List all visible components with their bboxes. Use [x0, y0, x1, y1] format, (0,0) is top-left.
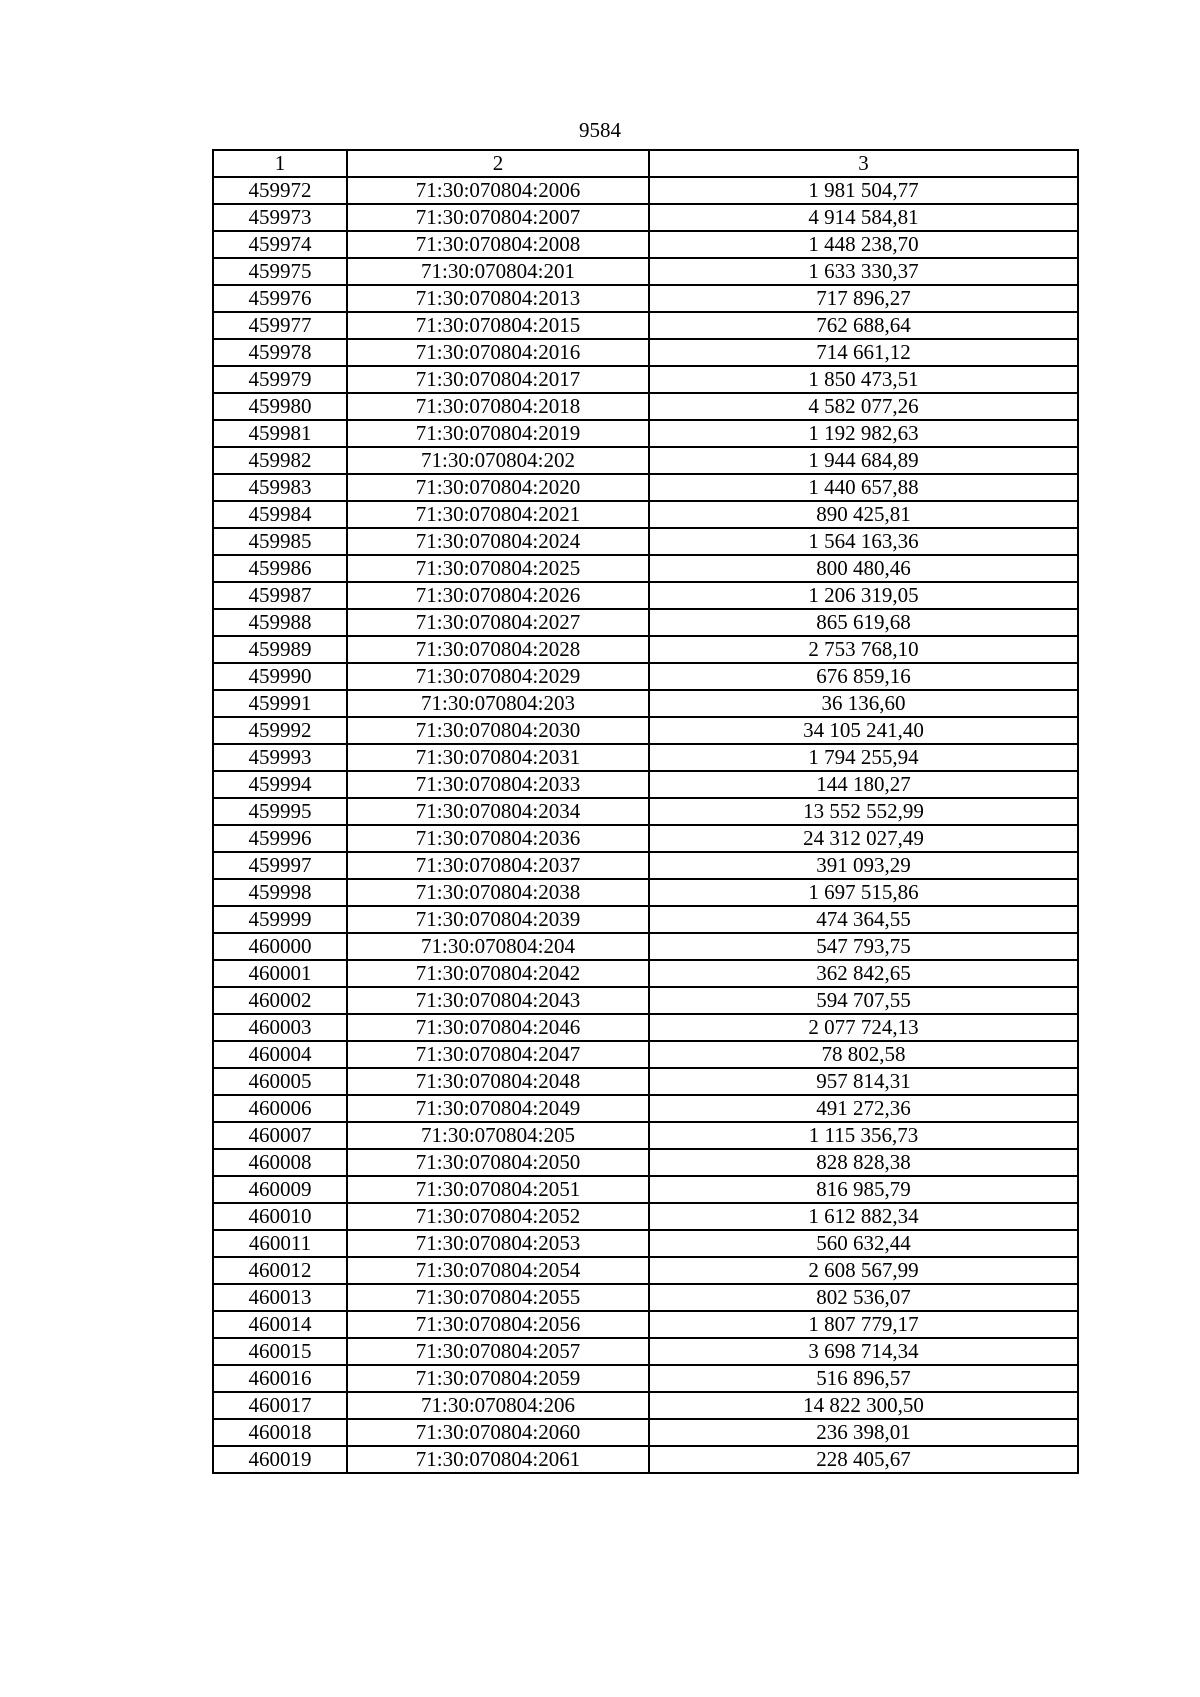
table-row [213, 609, 1078, 636]
value-cell: 236 398,01 [649, 1419, 1078, 1446]
row-number-cell: 459987 [213, 582, 347, 609]
cadastral-number-cell: 71:30:070804:2061 [347, 1446, 649, 1473]
table-row [213, 1041, 1078, 1068]
value-cell: 1 206 319,05 [649, 582, 1078, 609]
cadastral-number-cell: 71:30:070804:2052 [347, 1203, 649, 1230]
cadastral-number-cell: 71:30:070804:2031 [347, 744, 649, 771]
table-row [213, 258, 1078, 285]
cadastral-number-cell: 71:30:070804:205 [347, 1122, 649, 1149]
row-number-cell: 459982 [213, 447, 347, 474]
cadastral-number-cell: 71:30:070804:2018 [347, 393, 649, 420]
table-row [213, 798, 1078, 825]
row-number-cell: 460011 [213, 1230, 347, 1257]
row-number-cell: 460017 [213, 1392, 347, 1419]
row-number-cell: 459991 [213, 690, 347, 717]
row-number-cell: 459974 [213, 231, 347, 258]
cadastral-number-cell: 71:30:070804:2025 [347, 555, 649, 582]
value-cell: 3 698 714,34 [649, 1338, 1078, 1365]
row-number-cell: 460006 [213, 1095, 347, 1122]
row-number-cell: 459990 [213, 663, 347, 690]
cadastral-number-cell: 71:30:070804:2013 [347, 285, 649, 312]
row-number-cell: 460005 [213, 1068, 347, 1095]
table-row [213, 879, 1078, 906]
row-number-cell: 459977 [213, 312, 347, 339]
value-cell: 1 192 982,63 [649, 420, 1078, 447]
row-number-cell: 459998 [213, 879, 347, 906]
value-cell: 828 828,38 [649, 1149, 1078, 1176]
row-number-cell: 460015 [213, 1338, 347, 1365]
cadastral-number-cell: 71:30:070804:2037 [347, 852, 649, 879]
cadastral-number-cell: 71:30:070804:2055 [347, 1284, 649, 1311]
table-row [213, 1068, 1078, 1095]
table-row [213, 690, 1078, 717]
cadastral-number-cell: 71:30:070804:2042 [347, 960, 649, 987]
table-row [213, 555, 1078, 582]
value-cell: 1 612 882,34 [649, 1203, 1078, 1230]
row-number-cell: 460003 [213, 1014, 347, 1041]
header-cell-3: 3 [649, 150, 1078, 177]
table-row [213, 420, 1078, 447]
cadastral-number-cell: 71:30:070804:2049 [347, 1095, 649, 1122]
cadastral-number-cell: 71:30:070804:2043 [347, 987, 649, 1014]
table-row [213, 636, 1078, 663]
row-number-cell: 459972 [213, 177, 347, 204]
cadastral-number-cell: 71:30:070804:2051 [347, 1176, 649, 1203]
row-number-cell: 460014 [213, 1311, 347, 1338]
row-number-cell: 459995 [213, 798, 347, 825]
value-cell: 4 582 077,26 [649, 393, 1078, 420]
table-body [213, 177, 1078, 1473]
value-cell: 957 814,31 [649, 1068, 1078, 1095]
value-cell: 2 608 567,99 [649, 1257, 1078, 1284]
row-number-cell: 459986 [213, 555, 347, 582]
table-row [213, 933, 1078, 960]
table-row [213, 177, 1078, 204]
table-row [213, 771, 1078, 798]
value-cell: 144 180,27 [649, 771, 1078, 798]
table-row [213, 1419, 1078, 1446]
cadastral-number-cell: 71:30:070804:201 [347, 258, 649, 285]
row-number-cell: 459978 [213, 339, 347, 366]
table-row [213, 1149, 1078, 1176]
value-cell: 800 480,46 [649, 555, 1078, 582]
row-number-cell: 459984 [213, 501, 347, 528]
table-row [213, 825, 1078, 852]
table-row [213, 447, 1078, 474]
value-cell: 560 632,44 [649, 1230, 1078, 1257]
table-row [213, 1014, 1078, 1041]
row-number-cell: 459989 [213, 636, 347, 663]
cadastral-number-cell: 71:30:070804:206 [347, 1392, 649, 1419]
value-cell: 1 697 515,86 [649, 879, 1078, 906]
table-header [213, 150, 1078, 177]
value-cell: 474 364,55 [649, 906, 1078, 933]
header-row [213, 150, 1078, 177]
cadastral-number-cell: 71:30:070804:2008 [347, 231, 649, 258]
value-cell: 594 707,55 [649, 987, 1078, 1014]
row-number-cell: 460019 [213, 1446, 347, 1473]
cadastral-number-cell: 71:30:070804:2039 [347, 906, 649, 933]
row-number-cell: 459981 [213, 420, 347, 447]
cadastral-number-cell: 71:30:070804:2060 [347, 1419, 649, 1446]
value-cell: 2 077 724,13 [649, 1014, 1078, 1041]
table-row [213, 339, 1078, 366]
row-number-cell: 459980 [213, 393, 347, 420]
value-cell: 1 448 238,70 [649, 231, 1078, 258]
value-cell: 391 093,29 [649, 852, 1078, 879]
table-row [213, 1176, 1078, 1203]
cadastral-number-cell: 71:30:070804:2026 [347, 582, 649, 609]
cadastral-number-cell: 71:30:070804:2028 [347, 636, 649, 663]
row-number-cell: 460004 [213, 1041, 347, 1068]
row-number-cell: 460012 [213, 1257, 347, 1284]
row-number-cell: 460001 [213, 960, 347, 987]
cadastral-number-cell: 71:30:070804:2048 [347, 1068, 649, 1095]
cadastral-number-cell: 71:30:070804:2056 [347, 1311, 649, 1338]
row-number-cell: 460018 [213, 1419, 347, 1446]
table-row [213, 501, 1078, 528]
row-number-cell: 460010 [213, 1203, 347, 1230]
table-row [213, 285, 1078, 312]
table-row [213, 1446, 1078, 1473]
cadastral-number-cell: 71:30:070804:2050 [347, 1149, 649, 1176]
cadastral-number-cell: 71:30:070804:2030 [347, 717, 649, 744]
row-number-cell: 460013 [213, 1284, 347, 1311]
cadastral-number-cell: 71:30:070804:203 [347, 690, 649, 717]
cadastral-number-cell: 71:30:070804:2054 [347, 1257, 649, 1284]
row-number-cell: 460009 [213, 1176, 347, 1203]
table-row [213, 717, 1078, 744]
row-number-cell: 459996 [213, 825, 347, 852]
table-row [213, 1257, 1078, 1284]
row-number-cell: 459985 [213, 528, 347, 555]
row-number-cell: 459983 [213, 474, 347, 501]
cadastral-number-cell: 71:30:070804:2027 [347, 609, 649, 636]
value-cell: 890 425,81 [649, 501, 1078, 528]
value-cell: 362 842,65 [649, 960, 1078, 987]
page-number: 9584 [579, 118, 621, 142]
value-cell: 865 619,68 [649, 609, 1078, 636]
row-number-cell: 459999 [213, 906, 347, 933]
table-row [213, 1284, 1078, 1311]
value-cell: 762 688,64 [649, 312, 1078, 339]
header-cell-2: 2 [347, 150, 649, 177]
row-number-cell: 459976 [213, 285, 347, 312]
row-number-cell: 460002 [213, 987, 347, 1014]
table-row [213, 960, 1078, 987]
cadastral-number-cell: 71:30:070804:2024 [347, 528, 649, 555]
table-row [213, 1203, 1078, 1230]
value-cell: 36 136,60 [649, 690, 1078, 717]
row-number-cell: 459979 [213, 366, 347, 393]
table-row [213, 1392, 1078, 1419]
value-cell: 516 896,57 [649, 1365, 1078, 1392]
value-cell: 717 896,27 [649, 285, 1078, 312]
row-number-cell: 460016 [213, 1365, 347, 1392]
table-row [213, 204, 1078, 231]
value-cell: 1 564 163,36 [649, 528, 1078, 555]
value-cell: 676 859,16 [649, 663, 1078, 690]
value-cell: 228 405,67 [649, 1446, 1078, 1473]
value-cell: 4 914 584,81 [649, 204, 1078, 231]
table-row [213, 1095, 1078, 1122]
value-cell: 802 536,07 [649, 1284, 1078, 1311]
table-row [213, 393, 1078, 420]
data-table [212, 149, 1079, 1474]
value-cell: 547 793,75 [649, 933, 1078, 960]
value-cell: 78 802,58 [649, 1041, 1078, 1068]
cadastral-number-cell: 71:30:070804:2057 [347, 1338, 649, 1365]
row-number-cell: 459994 [213, 771, 347, 798]
value-cell: 1 794 255,94 [649, 744, 1078, 771]
cadastral-number-cell: 71:30:070804:2015 [347, 312, 649, 339]
value-cell: 13 552 552,99 [649, 798, 1078, 825]
cadastral-number-cell: 71:30:070804:2017 [347, 366, 649, 393]
table-row [213, 1338, 1078, 1365]
cadastral-number-cell: 71:30:070804:2038 [347, 879, 649, 906]
table-row [213, 1230, 1078, 1257]
cadastral-number-cell: 71:30:070804:2036 [347, 825, 649, 852]
value-cell: 14 822 300,50 [649, 1392, 1078, 1419]
cadastral-number-cell: 71:30:070804:2046 [347, 1014, 649, 1041]
table-row [213, 1311, 1078, 1338]
table-row [213, 1365, 1078, 1392]
row-number-cell: 460007 [213, 1122, 347, 1149]
table-row [213, 987, 1078, 1014]
header-cell-1: 1 [213, 150, 347, 177]
value-cell: 1 850 473,51 [649, 366, 1078, 393]
value-cell: 1 115 356,73 [649, 1122, 1078, 1149]
cadastral-number-cell: 71:30:070804:204 [347, 933, 649, 960]
cadastral-number-cell: 71:30:070804:2047 [347, 1041, 649, 1068]
value-cell: 1 440 657,88 [649, 474, 1078, 501]
cadastral-number-cell: 71:30:070804:2053 [347, 1230, 649, 1257]
table-row [213, 1122, 1078, 1149]
table-row [213, 906, 1078, 933]
value-cell: 816 985,79 [649, 1176, 1078, 1203]
cadastral-number-cell: 71:30:070804:2020 [347, 474, 649, 501]
row-number-cell: 460008 [213, 1149, 347, 1176]
table-row [213, 663, 1078, 690]
value-cell: 1 981 504,77 [649, 177, 1078, 204]
cadastral-number-cell: 71:30:070804:2021 [347, 501, 649, 528]
table-row [213, 582, 1078, 609]
value-cell: 491 272,36 [649, 1095, 1078, 1122]
row-number-cell: 459975 [213, 258, 347, 285]
row-number-cell: 459993 [213, 744, 347, 771]
row-number-cell: 459988 [213, 609, 347, 636]
table-row [213, 744, 1078, 771]
cadastral-number-cell: 71:30:070804:2029 [347, 663, 649, 690]
cadastral-number-cell: 71:30:070804:202 [347, 447, 649, 474]
cadastral-number-cell: 71:30:070804:2007 [347, 204, 649, 231]
table-row [213, 528, 1078, 555]
table-row [213, 366, 1078, 393]
cadastral-number-cell: 71:30:070804:2016 [347, 339, 649, 366]
cadastral-number-cell: 71:30:070804:2019 [347, 420, 649, 447]
table-row [213, 852, 1078, 879]
cadastral-number-cell: 71:30:070804:2059 [347, 1365, 649, 1392]
cadastral-number-cell: 71:30:070804:2034 [347, 798, 649, 825]
value-cell: 714 661,12 [649, 339, 1078, 366]
value-cell: 1 944 684,89 [649, 447, 1078, 474]
table-row [213, 474, 1078, 501]
row-number-cell: 459992 [213, 717, 347, 744]
value-cell: 1 807 779,17 [649, 1311, 1078, 1338]
row-number-cell: 459973 [213, 204, 347, 231]
value-cell: 2 753 768,10 [649, 636, 1078, 663]
value-cell: 24 312 027,49 [649, 825, 1078, 852]
value-cell: 34 105 241,40 [649, 717, 1078, 744]
table-row [213, 231, 1078, 258]
cadastral-number-cell: 71:30:070804:2033 [347, 771, 649, 798]
value-cell: 1 633 330,37 [649, 258, 1078, 285]
table-row [213, 312, 1078, 339]
row-number-cell: 459997 [213, 852, 347, 879]
cadastral-number-cell: 71:30:070804:2006 [347, 177, 649, 204]
row-number-cell: 460000 [213, 933, 347, 960]
